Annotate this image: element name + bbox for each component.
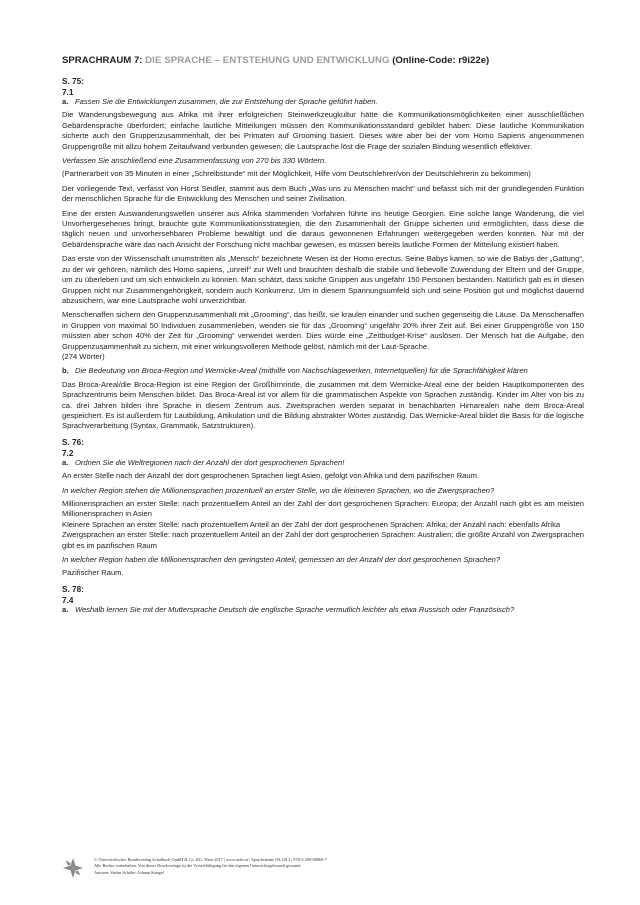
document-page [62,55,584,618]
page-reference-75: S. 75: [62,77,84,86]
task-text: Ordnen Sie die Weltregionen nach der Anzahl der dort gesprochenen Sprachen! [75,457,345,467]
copyright-line: © Österreichischer Bundesverlag Schulbuch GmbH & Co. KG, Wien 2017 | www.oebv.at | Sprachräume OS LB 2 | 978-3-209-08869-7 [94,857,327,862]
task-text: Weshalb lernen Sie mit der Muttersprache Deutsch die englische Sprache vermutlich leichter als etwa Russisch oder Französisch? [75,604,515,614]
answer-text: An erster Stelle nach der Anzahl der dort gesprochenen Sprachen liegt Asien, gefolgt von Afrika und dem pazifischen Raum. [62,471,480,481]
exercise-number-7-2: 7.2 [62,448,74,458]
question-text: In welcher Region haben die Millionensprachen den geringsten Anteil, gemessen an der Anzahl der dort gesprochenen Sprachen? [62,555,501,565]
paragraph-note: (Partnerarbeit von 35 Minuten in einer „Schreibstunde“ mit der Möglichkeit, Hilfe vom Deutschlehrer/von der Deutschlehrerin zu bekommen) [62,169,531,179]
task-7-1-b [62,366,584,376]
paragraph: Das Broca-Areal/die Broca-Region ist eine Region der Großhirnrinde, die zusammen mit dem Wernicke-Areal eine der beiden Hauptkomponenten des Sprachzentrums beim Menschen bildet. Das Broca-Areal ist vor allem für die grammatischen Aspekte von Sprachen zuständig. Kinder im Alter von bis zu ca. drei Jahren bilden ihre Sprache in diesem Zentrum aus. Zweitsprachen werden separat in benachbarten Hirnarealen nahe dem Broca-Areal gespeichert. Es ist außerdem für Lautbildung, Artikulation und die Bildung abstrakter Wörter zuständig. Das Wernicke-Areal bildet die Basis für die logische Sprachverarbeitung (Syntax, Grammatik, Satzstrukturen). [62,379,584,431]
paragraph: Menschenaffen sichern den Gruppenzusammenhalt mit „Grooming“, das heißt, sie kraulen einander und suchen gegenseitig die Läuse. Da Menschenaffen in Gruppen von maximal 50 Individuen zusammenleben, wenden sie für das „Grooming“ ungefähr 20% ihrer Zeit auf. Bei einer Gruppengröße von 150 müssten aber schon 40% der Zeit für „Grooming“ verwendet werden. Dies würde eine „Zeitbudget-Krise“ auslösen. Der Mensch hat die Aufgabe, den Gruppenzusammenhalt zu sichern, mit einer wirkungsvolleren Methode gelöst, nämlich mit der Laut-Sprache. [62,310,584,351]
task-label: a. [62,457,69,467]
rights-line: Alle Rechte vorbehalten. Von dieser Druckvorlage ist die Vervielfältigung für den eigenen Unterrichtsgebrauch gestattet. [94,863,302,869]
paragraph: Das erste von der Wissenschaft unumstritten als „Mensch“ bezeichnete Wesen ist der Homo erectus. Seine Babys kamen, so wie die Babys der „Gattung“, zu der wir gehören, nämlich des Homo sapiens, „unreif“ zur Welt und brauchten deshalb die stabile und liebevolle Zuwendung der Eltern und der Gruppe, um zu überleben und um sich entwickeln zu können. Man schätzt, dass solche Gruppen aus ungefähr 150 Personen bestanden. Natürlich gab es in diesen Gruppen nicht nur Zusammengehörigkeit, sondern auch Konkurrenz. Um in diesem Spannungsumfeld sich und seine Position gut und möglichst dauernd abzusichern, war eine Lautsprache wohl unverzichtbar. [62,254,584,305]
publisher-logo-icon [62,857,84,879]
task-label: b. [62,366,69,376]
task-text: Fassen Sie die Entwicklungen zusammen, die zur Entstehung der Sprache geführt haben. [75,97,378,106]
task-text: Die Bedeutung von Broca-Region und Wernicke-Areal (mithilfe von Nachschlagewerken, Internetquellen) für die Sprachfähigkeit klären [75,366,528,376]
instruction-text: Verfassen Sie anschließend eine Zusammenfassung von 270 bis 330 Wörtern. [62,156,327,166]
answer-text: Pazifischer Raum. [62,568,124,578]
page-footer [62,857,422,879]
authors-line: Autoren: Stefan Schäfer; Johann Stangel [94,869,164,875]
page-reference-78: S. 78: [62,584,84,594]
task-label: a. [62,604,69,614]
answer-text: Zwergsprachen an erster Stelle: nach prozentuellem Anteil an der Zahl der dort gesprochenen Sprachen: Australien; die größte Anzahl von Zwergsprachen gibt es im pazifischen Raum [62,530,584,550]
answer-text: Kleinere Sprachen an erster Stelle: nach prozentuellem Anteil an der Zahl der dort gesprochenen Sprachen: Afrika; der Anzahl nach: ebenfalls Afrika [62,519,561,529]
footer-text [94,857,327,876]
paragraph: Eine der ersten Auswanderungswellen unserer aus Afrika stammenden Vorfahren führte ins heutige Georgien. Eine solche lange Wanderung, die viel Unvorhergesehenes bringt, brauchte gute Kommunikationsstrategien, die den Zusammenhalt der Gruppe sicherten und ermöglichten, dass diese die täglich neuen und unvorhersehbaren Probleme bewältigt und die daraus gewonnenen Erfahrungen weitergegeben werden konnten. Nur mit der Gebärdensprache wäre das nach Ansicht der Forschung nicht machbar gewesen, es müssen bereits lautliche Formen der Mitteilung existiert haben. [62,208,584,249]
task-7-4-a [62,605,584,615]
question-text: In welcher Region stehen die Millionensprachen prozentuell an erster Stelle, wo die kleineren Sprachen, wo die Zwergsprachen? [62,485,495,495]
task-label: a. [62,97,69,106]
task-7-2-a [62,458,584,468]
paragraph: Der vorliegende Text, verfasst von Horst Seidler, stammt aus dem Buch „Was uns zu Menschen macht“ und befasst sich mit der grundlegenden Funktion der menschlichen Sprache für die Entwicklung des Menschen und seiner Zivilisation. [62,183,584,204]
chapter-topic: DIE SPRACHE – ENTSTEHUNG UND ENTWICKLUNG [145,55,390,66]
exercise-number-7-1: 7.1 [62,88,74,97]
paragraph: Die Wanderungsbewegung aus Afrika mit ihrer erfolgreichen Steinwerkzeugkultur hätte die Kommunikationsmöglichkeiten einer ausschließlichen Gebärdensprache überfordert; einfache lautliche Mitteilungen müssen den Kommunikationsstandard gebildet haben: Diese lautliche Kommunikation sicherte auch den Gruppenzusammenhalt, der bei Primaten auf Grooming basiert. Dieses wäre aber bei der vom Homo Sapiens angenommenen Gruppengröße mit allzu hohem Zeitaufwand verbunden gewesen; die Lautsprache löst die Frage der sozialen Bindung wesentlich effektiver. [62,110,584,151]
answer-text: Millionensprachen an erster Stelle: nach prozentuellem Anteil an der Zahl der dort gesprochenen Sprachen: Europa; der Anzahl nach gibt es am meisten Millionensprachen in Asien [62,499,584,519]
chapter-heading [62,55,584,66]
chapter-number: SPRACHRAUM 7: [62,55,143,66]
online-code: (Online-Code: r9i22e) [392,55,490,66]
exercise-number-7-4: 7.4 [62,595,74,605]
word-count: (274 Wörter) [62,351,105,361]
page-reference-76: S. 76: [62,437,84,447]
task-7-1-a [62,97,584,107]
